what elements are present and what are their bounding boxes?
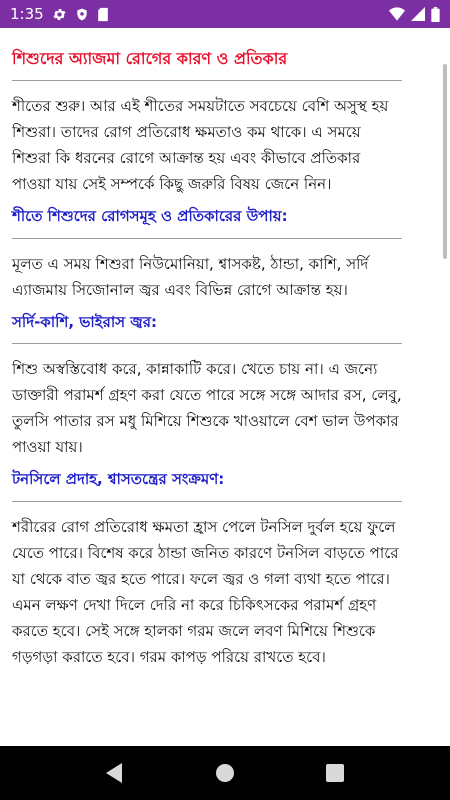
- status-left: [10, 5, 109, 23]
- section-heading-winter-diseases: শীতে শিশুদের রোগসমূহ ও প্রতিকারের উপায়:: [12, 207, 288, 226]
- battery-icon: [431, 7, 440, 22]
- divider: [12, 501, 402, 502]
- recents-icon[interactable]: [315, 753, 355, 793]
- sd-card-icon: [97, 7, 109, 22]
- status-right: [389, 7, 440, 22]
- gear-icon: [52, 7, 67, 22]
- status-time: 1:35: [10, 5, 44, 23]
- section-text-cold-cough: শিশু অস্বস্তিবোধ করে, কান্নাকাটি করে। খেতে চায় না। এ জন্যে ডাক্তারী পরামর্শ গ্রহণ করা যেতে পারে সঙ্গে সঙ্গে আদার রস, লেবু, তুলসি পাতার রস মধু মিশিয়ে শিশুকে খাওয়ালে বেশ ভাল উপকার পাওয়া যায়।: [12, 360, 402, 457]
- section-text-tonsil: শরীরের রোগ প্রতিরোধ ক্ষমতা হ্রাস পেলে টনসিল দুর্বল হয়ে ফুলে যেতে পারে। বিশেষ করে ঠান্ডা জনিত কারণে টনসিল বাড়তে পারে যা থেকে বাত জ্বর হতে পারে। ফলে জ্বর ও গলা ব্যথা হতে পারে। এমন লক্ষণ দেখা দিলে দেরি না করে চিকিৎসকের পরামর্শ গ্রহণ করতে হবে। সেই সঙ্গে হালকা গরম জলে লবণ মিশিয়ে শিশুকে গড়গড়া করাতে হবে। গরম কাপড় পরিয়ে রাখতে হবে।: [12, 517, 399, 666]
- shield-icon: [75, 7, 89, 22]
- navigation-bar: [0, 746, 450, 800]
- back-icon[interactable]: [95, 753, 135, 793]
- intro-paragraph: শীতের শুরু। আর এই শীতের সময়টাতে সবচেয়ে বেশি অসুস্থ হয় শিশুরা। তাদের রোগ প্রতিরোধ ক্ষমতাও কম থাকে। এ সময়ে শিশুরা কি ধরনের রোগে আক্রান্ত হয় এবং কীভাবে প্রতিকার পাওয়া যায় সেই সম্পর্কে কিছু জরুরি বিষয় জেনে নিন।: [12, 97, 389, 194]
- article-view[interactable]: [0, 28, 450, 746]
- divider: [12, 238, 402, 239]
- article-body: [0, 28, 420, 670]
- signal-icon: [411, 7, 425, 21]
- article-title: শিশুদের অ্যাজমা রোগের কারণ ও প্রতিকার: [12, 49, 288, 68]
- wifi-icon: [389, 7, 405, 21]
- divider: [12, 343, 402, 344]
- section-text-winter-diseases: মূলত এ সময় শিশুরা নিউমোনিয়া, শ্বাসকষ্ট, ঠান্ডা, কাশি, সর্দি এ্যাজমায় সিজোনাল জ্বর এবং বিভিন্ন রোগে আক্রান্ত হয়।: [12, 254, 369, 299]
- section-heading-tonsil: টনসিলে প্রদাহ, শ্বাসতন্ত্রের সংক্রমণ:: [12, 470, 225, 489]
- section-heading-cold-cough: সর্দি-কাশি, ভাইরাস জ্বর:: [12, 312, 157, 331]
- scrollbar[interactable]: [443, 64, 447, 259]
- home-icon[interactable]: [205, 753, 245, 793]
- status-bar: [0, 0, 450, 28]
- divider: [12, 80, 402, 81]
